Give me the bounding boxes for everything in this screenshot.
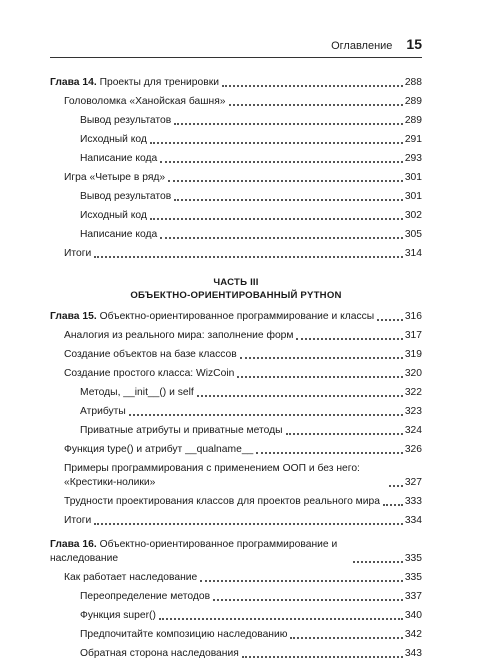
toc-subsection[interactable]: [50, 628, 422, 642]
chapter-label: Глава 14.: [50, 77, 97, 88]
toc-section[interactable]: [50, 367, 422, 381]
dot-leader: [256, 452, 403, 454]
toc-page-number: 288: [404, 77, 422, 88]
toc-subsection[interactable]: [50, 405, 422, 419]
toc-subsection-title: Обратная сторона наследования: [80, 648, 239, 659]
toc-page-number: 316: [404, 311, 422, 322]
toc-section[interactable]: [50, 462, 422, 490]
toc-subsection[interactable]: [50, 228, 422, 242]
toc-subsection[interactable]: [50, 386, 422, 400]
part-heading: [50, 276, 422, 302]
dot-leader: [229, 104, 403, 106]
chapter-title: Объектно-ориентированное программирование и наследование: [50, 539, 338, 564]
dot-leader: [159, 618, 403, 620]
toc-subsection-title: Написание кода: [80, 153, 158, 164]
toc-page-number: 335: [404, 553, 422, 564]
header-rule: [50, 57, 422, 58]
toc-page-number: 314: [404, 248, 422, 259]
toc-page-number: 293: [404, 153, 422, 164]
dot-leader: [160, 161, 403, 163]
toc-section-title: Создание объектов на базе классов: [64, 349, 237, 360]
dot-leader: [286, 433, 403, 435]
toc-section[interactable]: [50, 247, 422, 261]
toc-section-title: Как работает наследование: [64, 572, 198, 583]
toc-section[interactable]: [50, 95, 422, 109]
toc-page-number: 340: [404, 610, 422, 621]
chapter-label: Глава 15.: [50, 311, 97, 322]
chapter-title: Объектно-ориентированное программирование и классы: [96, 311, 375, 322]
toc-subsection-title: Исходный код: [80, 210, 147, 221]
toc-page-number: 343: [404, 648, 422, 659]
dot-leader: [296, 338, 402, 340]
dot-leader: [174, 123, 403, 125]
toc-chapter-16[interactable]: [50, 538, 422, 566]
toc-section[interactable]: [50, 514, 422, 528]
toc-page-number: 342: [404, 629, 422, 640]
toc-subsection[interactable]: [50, 209, 422, 223]
toc-page-number: 319: [404, 349, 422, 360]
toc-page-number: 324: [404, 425, 422, 436]
dot-leader: [237, 376, 402, 378]
toc-section-title: Игра «Четыре в ряд»: [64, 172, 166, 183]
toc-section[interactable]: [50, 348, 422, 362]
toc-page-number: 327: [404, 477, 422, 488]
table-of-contents: [50, 76, 422, 666]
part-title: ОБЪЕКТНО-ОРИЕНТИРОВАННЫЙ PYTHON: [130, 290, 342, 301]
dot-leader: [94, 523, 403, 525]
toc-subsection-title: Исходный код: [80, 134, 147, 145]
toc-section-title: Трудности проектирования классов для проектов реального мира: [64, 496, 380, 507]
toc-subsection-title: Вывод результатов: [80, 191, 172, 202]
dot-leader: [129, 414, 403, 416]
toc-subsection-title: Функция super(): [80, 610, 156, 621]
running-title: Оглавление: [331, 40, 393, 52]
toc-section[interactable]: [50, 329, 422, 343]
toc-subsection[interactable]: [50, 647, 422, 661]
toc-subsection[interactable]: [50, 590, 422, 604]
dot-leader: [383, 504, 403, 506]
toc-page-number: 305: [404, 229, 422, 240]
toc-subsection-title: Написание кода: [80, 229, 158, 240]
dot-leader: [94, 256, 403, 258]
toc-subsection[interactable]: [50, 609, 422, 623]
toc-page-number: 323: [404, 406, 422, 417]
toc-section-title: Итоги: [64, 515, 92, 526]
dot-leader: [222, 85, 403, 87]
toc-page-number: 317: [404, 330, 422, 341]
part-label: ЧАСТЬ III: [213, 277, 259, 288]
dot-leader: [389, 485, 403, 487]
chapter-title: Проекты для тренировки: [96, 77, 219, 88]
dot-leader: [213, 599, 403, 601]
toc-page-number: 289: [404, 115, 422, 126]
dot-leader: [290, 637, 402, 639]
dot-leader: [150, 142, 403, 144]
toc-subsection[interactable]: [50, 133, 422, 147]
toc-subsection-title: Приватные атрибуты и приватные методы: [80, 425, 283, 436]
toc-page-number: 302: [404, 210, 422, 221]
toc-section-title: Итоги: [64, 248, 92, 259]
toc-subsection[interactable]: [50, 152, 422, 166]
page-number: 15: [406, 36, 422, 52]
running-head: [331, 36, 422, 52]
toc-section-title: Аналогия из реального мира: заполнение форм: [64, 330, 294, 341]
toc-page-number: 335: [404, 572, 422, 583]
toc-section[interactable]: [50, 443, 422, 457]
dot-leader: [168, 180, 403, 182]
toc-section-title: Примеры программирования с применением ООП и без него: «Крестики-нолики»: [64, 463, 360, 488]
toc-subsection-title: Методы, __init__() и self: [80, 387, 194, 398]
toc-page-number: 320: [404, 368, 422, 379]
toc-subsection-title: Переопределение методов: [80, 591, 211, 602]
dot-leader: [377, 319, 403, 321]
toc-subsection-title: Вывод результатов: [80, 115, 172, 126]
toc-section[interactable]: [50, 571, 422, 585]
toc-chapter-14[interactable]: [50, 76, 422, 90]
dot-leader: [197, 395, 403, 397]
toc-subsection-title: Предпочитайте композицию наследованию: [80, 629, 288, 640]
dot-leader: [353, 561, 403, 563]
toc-section[interactable]: [50, 171, 422, 185]
toc-page-number: 301: [404, 191, 422, 202]
toc-page-number: 289: [404, 96, 422, 107]
toc-subsection[interactable]: [50, 190, 422, 204]
toc-subsection[interactable]: [50, 424, 422, 438]
toc-subsection[interactable]: [50, 114, 422, 128]
toc-section-title: Головоломка «Ханойская башня»: [64, 96, 226, 107]
toc-page-number: 322: [404, 387, 422, 398]
toc-chapter-15[interactable]: [50, 310, 422, 324]
dot-leader: [160, 237, 403, 239]
toc-page-number: 291: [404, 134, 422, 145]
toc-section-title: Функция type() и атрибут __qualname__: [64, 444, 254, 455]
dot-leader: [242, 656, 403, 658]
toc-section[interactable]: [50, 495, 422, 509]
toc-section-title: Создание простого класса: WizCoin: [64, 368, 235, 379]
toc-subsection-title: Атрибуты: [80, 406, 126, 417]
toc-page-number: 301: [404, 172, 422, 183]
toc-page-number: 333: [404, 496, 422, 507]
dot-leader: [174, 199, 403, 201]
dot-leader: [200, 580, 403, 582]
toc-page-number: 326: [404, 444, 422, 455]
chapter-label: Глава 16.: [50, 539, 97, 550]
dot-leader: [240, 357, 403, 359]
dot-leader: [150, 218, 403, 220]
toc-page-number: 334: [404, 515, 422, 526]
toc-page-number: 337: [404, 591, 422, 602]
